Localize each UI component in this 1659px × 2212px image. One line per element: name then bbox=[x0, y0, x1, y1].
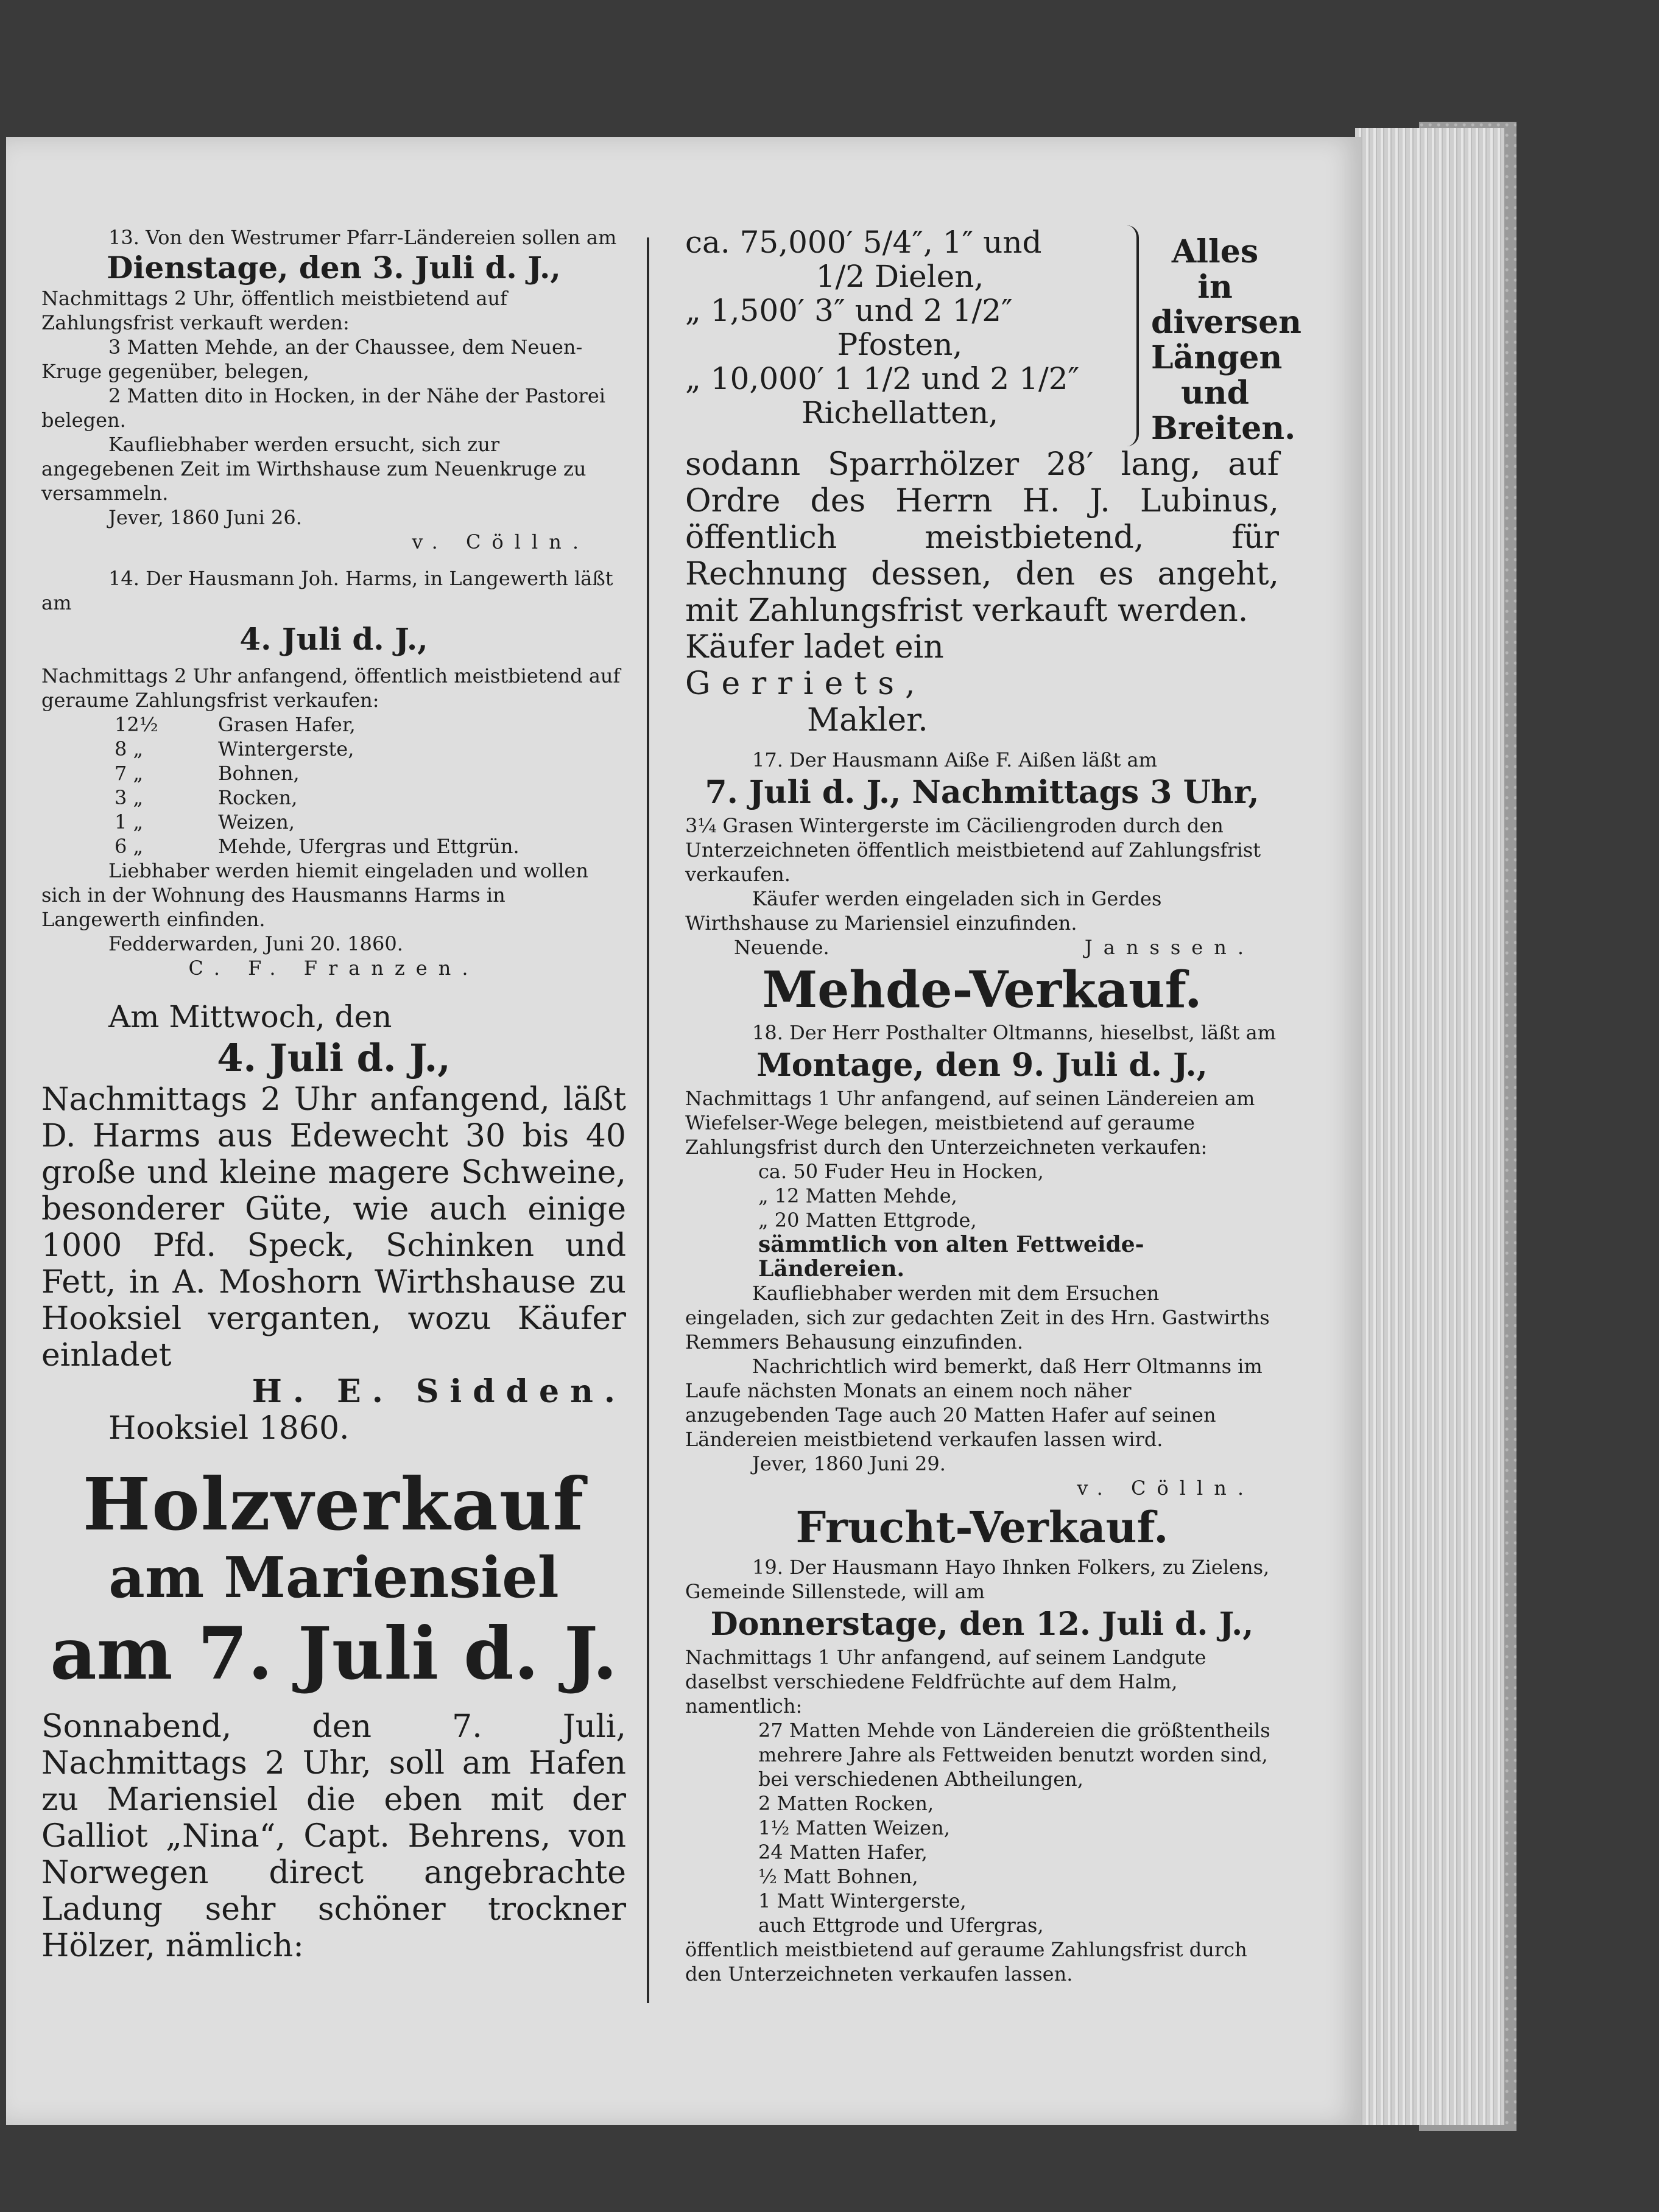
notice-13-intro: 13. Von den Westrumer Pfarr-Ländereien sollen am bbox=[108, 226, 617, 249]
holzverkauf-text: Sonnabend, den 7. Juli, Nachmittags 2 Uhr, soll am Hafen zu Mariensiel die eben mit der Galliot „Nina“, Capt. Behrens, von Norwegen direct angebrachte Ladung sehr schöner trockner Hölzer, nämlich: bbox=[41, 1708, 626, 1964]
notice-17-date: 7. Juli d. J., Nachmittags 3 Uhr, bbox=[705, 774, 1259, 811]
notice-18-date: Montage, den 9. Juli d. J., bbox=[756, 1047, 1208, 1084]
list-item: 2 Matten Rocken, bbox=[758, 1792, 934, 1815]
brace bbox=[1127, 225, 1139, 446]
notice-13-date: Dienstage, den 3. Juli d. J., bbox=[107, 250, 561, 286]
list-item: 24 Matten Hafer, bbox=[758, 1841, 928, 1864]
page-edges bbox=[1355, 128, 1504, 2125]
list-item: 1 Matt Wintergerste, bbox=[758, 1889, 967, 1912]
column-divider bbox=[647, 237, 649, 2003]
notice-13-invite: Kaufliebhaber werden ersucht, sich zur angegebenen Zeit im Wirthshause zum Neuenkruge zu versammeln. bbox=[41, 433, 586, 505]
notice-18-text: Nachmittags 1 Uhr anfangend, auf seinen Ländereien am Wiefelser-Wege belegen, meistbietend auf geraume Zahlungsfrist durch den Unterzeichneten verkaufen: bbox=[685, 1087, 1255, 1159]
holzverkauf-date: am 7. Juli d. J. bbox=[50, 1611, 618, 1696]
notice-14-list bbox=[41, 712, 626, 858]
list-item: ½ Matt Bohnen, bbox=[758, 1865, 918, 1888]
notice-17-intro: 17. Der Hausmann Aiße F. Aißen läßt am bbox=[752, 748, 1157, 771]
left-column bbox=[41, 225, 626, 1964]
list-item: 12½ Grasen Hafer, bbox=[114, 713, 356, 736]
wood-line: „ 1,500′ 3″ und 2 1/2″ bbox=[685, 293, 1013, 328]
list-item: 6 „ Mehde, Ufergras und Ettgrün. bbox=[114, 835, 520, 858]
list-item: „ 20 Matten Ettgrode, bbox=[758, 1209, 977, 1232]
notice-19-text: Nachmittags 1 Uhr anfangend, auf seinem Landgute daselbst verschiedene Feldfrüchte auf dem Halm, namentlich: bbox=[685, 1646, 1206, 1718]
list-item: 27 Matten Mehde von Ländereien die größtentheils mehrere Jahre als Fettweiden benutzt worden sind, bei verschiedenen Abtheilungen, bbox=[758, 1719, 1270, 1791]
wood-line: „ 10,000′ 1 1/2 und 2 1/2″ bbox=[685, 361, 1080, 396]
wood-line: 1/2 Dielen, bbox=[815, 259, 984, 294]
notice-18-invite: Kaufliebhaber werden mit dem Ersuchen eingeladen, sich zur gedachten Zeit in des Hrn. Gastwirths Remmers Behausung einzufinden. bbox=[685, 1282, 1270, 1354]
notice-17-invite: Käufer werden eingeladen sich in Gerdes Wirthshause zu Mariensiel einzufinden. bbox=[685, 887, 1162, 935]
mehde-verkauf-title: Mehde-Verkauf. bbox=[762, 961, 1202, 1019]
notice-14-intro: 14. Der Hausmann Joh. Harms, in Langewerth läßt am bbox=[41, 567, 613, 614]
notice-13-signature: v. Cölln. bbox=[412, 530, 590, 553]
ad-text: Nachmittags 2 Uhr anfangend, läßt D. Harms aus Edewecht 30 bis 40 große und kleine magere Schweine, besonderer Güte, wie auch einige 1000 Pfd. Speck, Schinken und Fett, in A. Moshorn Wirthshause zu Hooksiel verganten, wozu Käufer einladet bbox=[41, 1081, 626, 1374]
wood-side-note: Alles in diversen Längen und Breiten. bbox=[1151, 233, 1301, 447]
list-item: „ 12 Matten Mehde, bbox=[758, 1184, 957, 1207]
notice-17-text: 3¼ Grasen Wintergerste im Cäciliengroden durch den Unterzeichneten öffentlich meistbietend auf Zahlungsfrist verkaufen. bbox=[685, 814, 1261, 886]
notice-18-intro: 18. Der Herr Posthalter Oltmanns, hieselbst, läßt am bbox=[752, 1021, 1277, 1044]
notice-19-end: öffentlich meistbietend auf geraume Zahlungsfrist durch den Unterzeichneten verkaufen lassen. bbox=[685, 1938, 1247, 1986]
list-item: auch Ettgrode und Ufergras, bbox=[758, 1914, 1044, 1937]
notice-13-item: 3 Matten Mehde, an der Chaussee, dem Neuen-Kruge gegenüber, belegen, bbox=[41, 335, 583, 383]
list-item: 8 „ Wintergerste, bbox=[114, 737, 354, 760]
ad-date: 4. Juli d. J., bbox=[217, 1036, 451, 1080]
wood-line: ca. 75,000′ 5/4″, 1″ und bbox=[685, 225, 1042, 260]
notice-18-bold: sämmtlich von alten Fettweide-Ländereien. bbox=[758, 1232, 1144, 1282]
holzverkauf-title: Holzverkauf bbox=[82, 1462, 585, 1547]
wood-list bbox=[685, 225, 1301, 447]
notice-13-place: Jever, 1860 Juni 26. bbox=[108, 506, 302, 529]
notice-18-note: Nachrichtlich wird bemerkt, daß Herr Oltmanns im Laufe nächsten Monats an einem noch näher anzugebenden Tage auch 20 Matten Hafer auf seinen Ländereien meistbietend verkaufen lassen wird. bbox=[685, 1355, 1263, 1451]
notice-17-signature: Janssen. bbox=[1084, 936, 1255, 959]
notice-14-date: 4. Juli d. J., bbox=[239, 621, 428, 657]
frucht-verkauf-title: Frucht-Verkauf. bbox=[795, 1502, 1169, 1553]
wood-line: Richellatten, bbox=[801, 395, 999, 430]
notice-13-text: Nachmittags 2 Uhr, öffentlich meistbietend auf Zahlungsfrist verkauft werden: bbox=[41, 287, 507, 334]
notice-17-place: Neuende. bbox=[734, 936, 830, 959]
list-item: 1½ Matten Weizen, bbox=[758, 1816, 950, 1839]
notice-14-invite: Liebhaber werden hiemit eingeladen und wollen sich in der Wohnung des Hausmanns Harms in Langewerth einfinden. bbox=[41, 859, 588, 931]
list-item: 7 „ Bohnen, bbox=[114, 762, 300, 785]
ad-place: Hooksiel 1860. bbox=[108, 1410, 350, 1447]
holzverkauf-continued: sodann Sparrhölzer 28′ lang, auf Ordre des Herrn H. J. Lubinus, öffentlich meistbietend, für Rechnung dessen, den es angeht, mit Zahlungsfrist verkauft werden. bbox=[685, 446, 1279, 629]
notice-18-place: Jever, 1860 Juni 29. bbox=[752, 1452, 946, 1475]
ad-signature: H. E. Sidden. bbox=[252, 1373, 626, 1410]
notice-14-text: Nachmittags 2 Uhr anfangend, öffentlich meistbietend auf geraume Zahlungsfrist verkaufen: bbox=[41, 664, 621, 712]
holzverkauf-signature: Gerriets, bbox=[685, 665, 926, 702]
list-item: 3 „ Rocken, bbox=[114, 786, 298, 809]
notice-14-place: Fedderwarden, Juni 20. 1860. bbox=[108, 932, 403, 955]
notice-18-signature: v. Cölln. bbox=[1077, 1476, 1255, 1500]
right-column bbox=[685, 225, 1301, 1986]
holzverkauf-role: Makler. bbox=[807, 702, 928, 739]
notice-14-signature: C. F. Franzen. bbox=[188, 957, 479, 980]
holzverkauf-invite: Käufer ladet ein bbox=[685, 629, 944, 665]
list-item: ca. 50 Fuder Heu in Hocken, bbox=[758, 1160, 1044, 1183]
holzverkauf-subtitle: am Mariensiel bbox=[108, 1545, 559, 1610]
list-item: 1 „ Weizen, bbox=[114, 810, 295, 834]
ad-intro: Am Mittwoch, den bbox=[108, 999, 392, 1034]
notice-13-item: 2 Matten dito in Hocken, in der Nähe der Pastorei belegen. bbox=[41, 384, 605, 432]
wood-line: Pfosten, bbox=[837, 327, 963, 362]
notice-19-date: Donnerstage, den 12. Juli d. J., bbox=[710, 1606, 1254, 1643]
notice-19-intro: 19. Der Hausmann Hayo Ihnken Folkers, zu Zielens, Gemeinde Sillenstede, will am bbox=[685, 1556, 1270, 1603]
